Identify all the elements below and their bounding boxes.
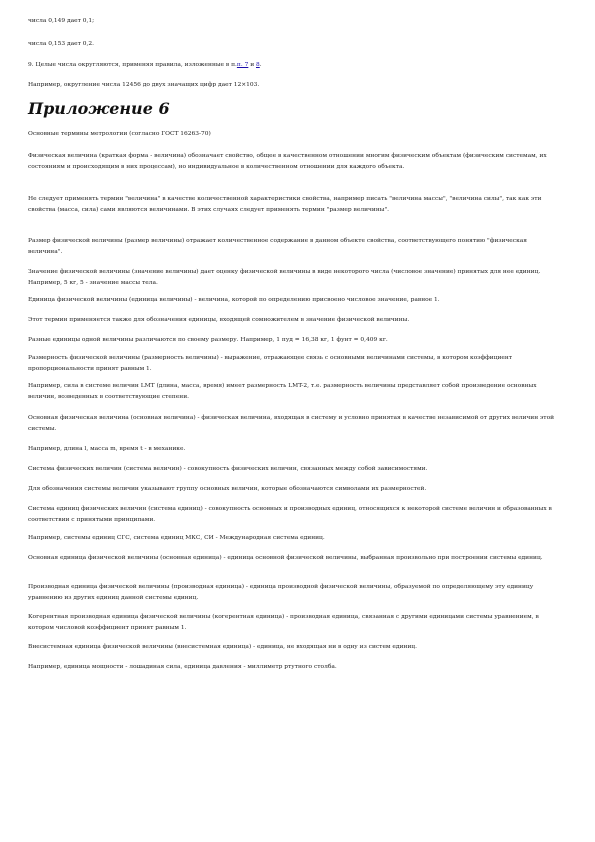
text-fragment: и <box>248 62 256 68</box>
paragraph: Внесистемная единица физической величины (внесистемная единица) - единица, не входящая ни в одну из систем единиц. <box>28 644 417 650</box>
text-line: числа 0,149 дает 0,1; <box>28 18 95 24</box>
paragraph: Например, системы единиц СГС, система единиц МКС, СИ - Международная система единиц. <box>28 535 325 541</box>
paragraph: Размерность физической величины (размерность величины) - выражение, отражающее связь с основными величинами системы, в котором коэффициент пропорциональности принят равным 1. <box>28 355 513 372</box>
text-line: числа 0,153 дает 0,2. <box>28 41 94 47</box>
appendix-heading: Приложение 6 <box>28 99 170 118</box>
paragraph: Размер физической величины (размер величины) отражает количественное содержание в данном объекте свойства, соответствующего понятию "физическая величина". <box>28 238 527 255</box>
text-fragment: 9. Целые числа округляются, применяя правила, изложенные в п. <box>28 62 237 68</box>
paragraph: Физическая величина (краткая форма - величина) обозначает свойство, общее в качественном отношении многим физическим объектам (физическим системам, их состояниям и происходящим в них процессам), но индивидуальное в количественном отношении для каждого объекта. <box>28 153 547 170</box>
link-section-8[interactable]: 8 <box>256 62 260 68</box>
paragraph: Для обозначения системы величин указывают группу основных величин, которые обозначаются символами их размерностей. <box>28 486 427 492</box>
paragraph: Основная физическая величина (основная величина) - физическая величина, входящая в систему и условно принятая в качестве независимой от других величин этой системы. <box>28 415 555 432</box>
paragraph: Не следует применять термин "величина" в качестве количественной характеристики свойства, например писать "величина массы", "величина силы", так как эти свойства (масса, сила) сами являются величинами. В этих случаях следует применять термин "размер величины". <box>28 196 542 213</box>
text-fragment: . <box>259 62 262 68</box>
paragraph: Этот термин применяется также для обозначения единицы, входящей сомножителем в значение физической величины. <box>28 317 410 323</box>
link-section-7[interactable]: п. 7 <box>236 62 249 68</box>
paragraph: Например, единица мощности - лошадиная сила, единица давления - миллиметр ртутного столба. <box>28 664 337 670</box>
paragraph: Когерентная производная единица физической величины (когерентная единица) - производная единица, связанная с другими единицами системы уравнением, в котором числовой коэффициент принят равным 1. <box>28 614 539 631</box>
paragraph: Значение физической величины (значение величины) дает оценку физической величины в виде некоторого числа (числовое значение) принятых для нее единиц. Например, 5 кг, 5 - значение массы тела. <box>28 269 541 286</box>
rounding-rule-line <box>28 60 560 71</box>
paragraph: Единица физической величины (единица величины) - величина, которой по определению присвоено числовое значение, равное 1. <box>28 297 440 303</box>
paragraph: Система физических величин (система величин) - совокупность физических величин, связанных между собой зависимостями. <box>28 466 428 472</box>
paragraph: Система единиц физических величин (система единиц) - совокупность основных и производных единиц, относящихся к некоторой системе величин и образованных в соответствии с принятыми принципами. <box>28 506 552 523</box>
paragraph: Основные термины метрологии (согласно ГОСТ 16263-70) <box>28 131 211 137</box>
paragraph: Основная единица физической величины (основная единица) - единица основной физической величины, выбранная произвольно при построении системы единиц. <box>28 555 543 561</box>
example-line: Например, округление числа 12456 до двух значащих цифр дает 12×103. <box>28 82 260 88</box>
paragraph: Например, сила в системе величин LMT (длина, масса, время) имеет размерность LMT-2, т.е. размерность величины представляет собой произведение основных величин, возведенных в соответствующие степени. <box>28 383 537 400</box>
paragraph: Например, длина l, масса m, время t - в механике. <box>28 446 186 452</box>
paragraph: Производная единица физической величины (производная единица) - единица производной физической величины, образуемой по определяющему эту единицу уравнению из других единиц данной системы единиц. <box>28 584 534 601</box>
paragraph: Разные единицы одной величины различаются по своему размеру. Например, 1 пуд = 16,38 кг, 1 фунт = 0,409 кг. <box>28 337 388 343</box>
